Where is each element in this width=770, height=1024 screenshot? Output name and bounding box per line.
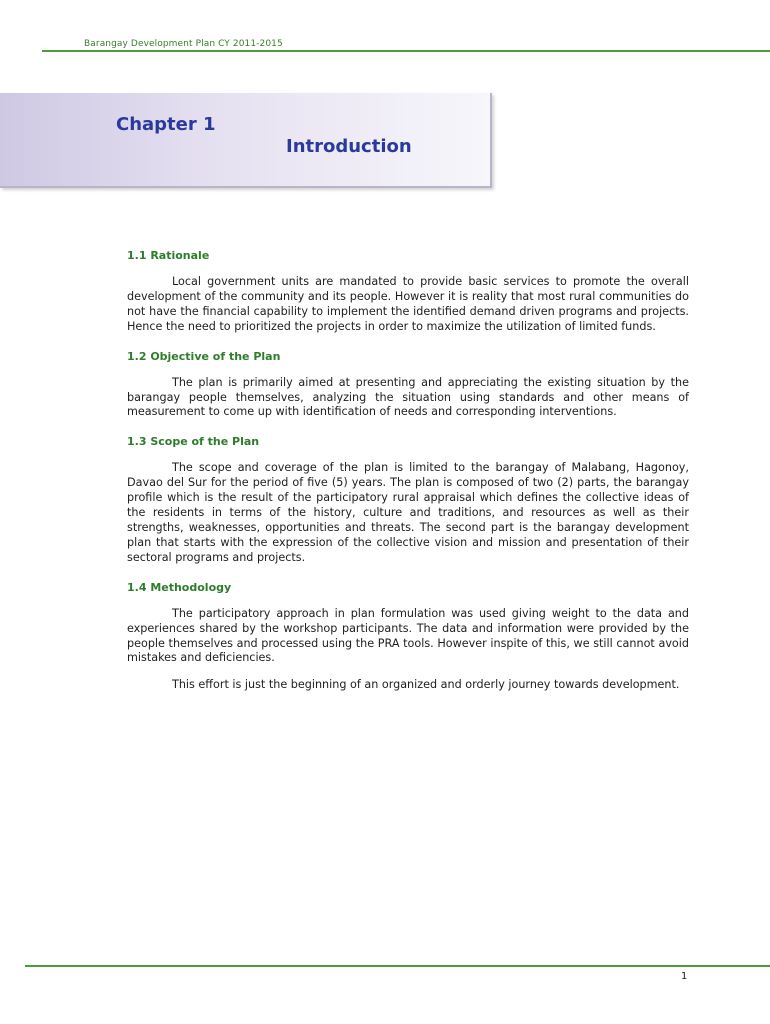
footer-rule [25,965,770,967]
page-number: 1 [681,971,688,982]
chapter-label: Chapter 1 [116,114,216,135]
section-heading: 1.3 Scope of the Plan [127,435,260,449]
document-body [127,249,689,708]
header-rule [42,50,770,52]
section-scope [127,435,689,565]
chapter-title: Introduction [286,136,412,157]
running-header: Barangay Development Plan CY 2011-2015 [84,39,283,49]
section-rationale [127,249,689,335]
section-methodology [127,581,689,694]
paragraph: This effort is just the beginning of an organized and orderly journey towards development. [172,678,680,692]
paragraph: Local government units are mandated to provide basic services to promote the overall development of the community and its people. However it is reality that most rural communities do not have the financial capability to implement the identified demand driven programs and projects. Hence the need to prioritized the projects in order to maximize the utilization of limited funds. [127,275,689,333]
paragraph: The participatory approach in plan formulation was used giving weight to the data and experiences shared by the workshop participants. The data and information were provided by the people themselves and processed using the PRA tools. However inspite of this, we still cannot avoid mistakes and deficiencies. [127,606,689,665]
section-objective [127,350,689,421]
section-heading: 1.4 Methodology [127,580,232,594]
section-heading: 1.2 Objective of the Plan [127,349,281,363]
paragraph: The scope and coverage of the plan is limited to the barangay of Malabang, Hagonoy, Davao del Sur for the period of five (5) years. The plan is composed of two (2) parts, the barangay profile which is the result of the participatory rural appraisal which defines the collective ideas of the residents in terms of the history, culture and traditions, and resources as well as their strengths, weaknesses, opportunities and threats. The second part is the barangay development plan that starts with the expression of the collective vision and mission and presentation of their sectoral programs and projects. [127,461,689,564]
chapter-banner [0,93,492,188]
paragraph: The plan is primarily aimed at presenting and appreciating the existing situation by the barangay people themselves, analyzing the situation using standards and other means of measurement to come up with identification of needs and corresponding interventions. [127,375,689,419]
section-heading: 1.1 Rationale [127,249,210,262]
